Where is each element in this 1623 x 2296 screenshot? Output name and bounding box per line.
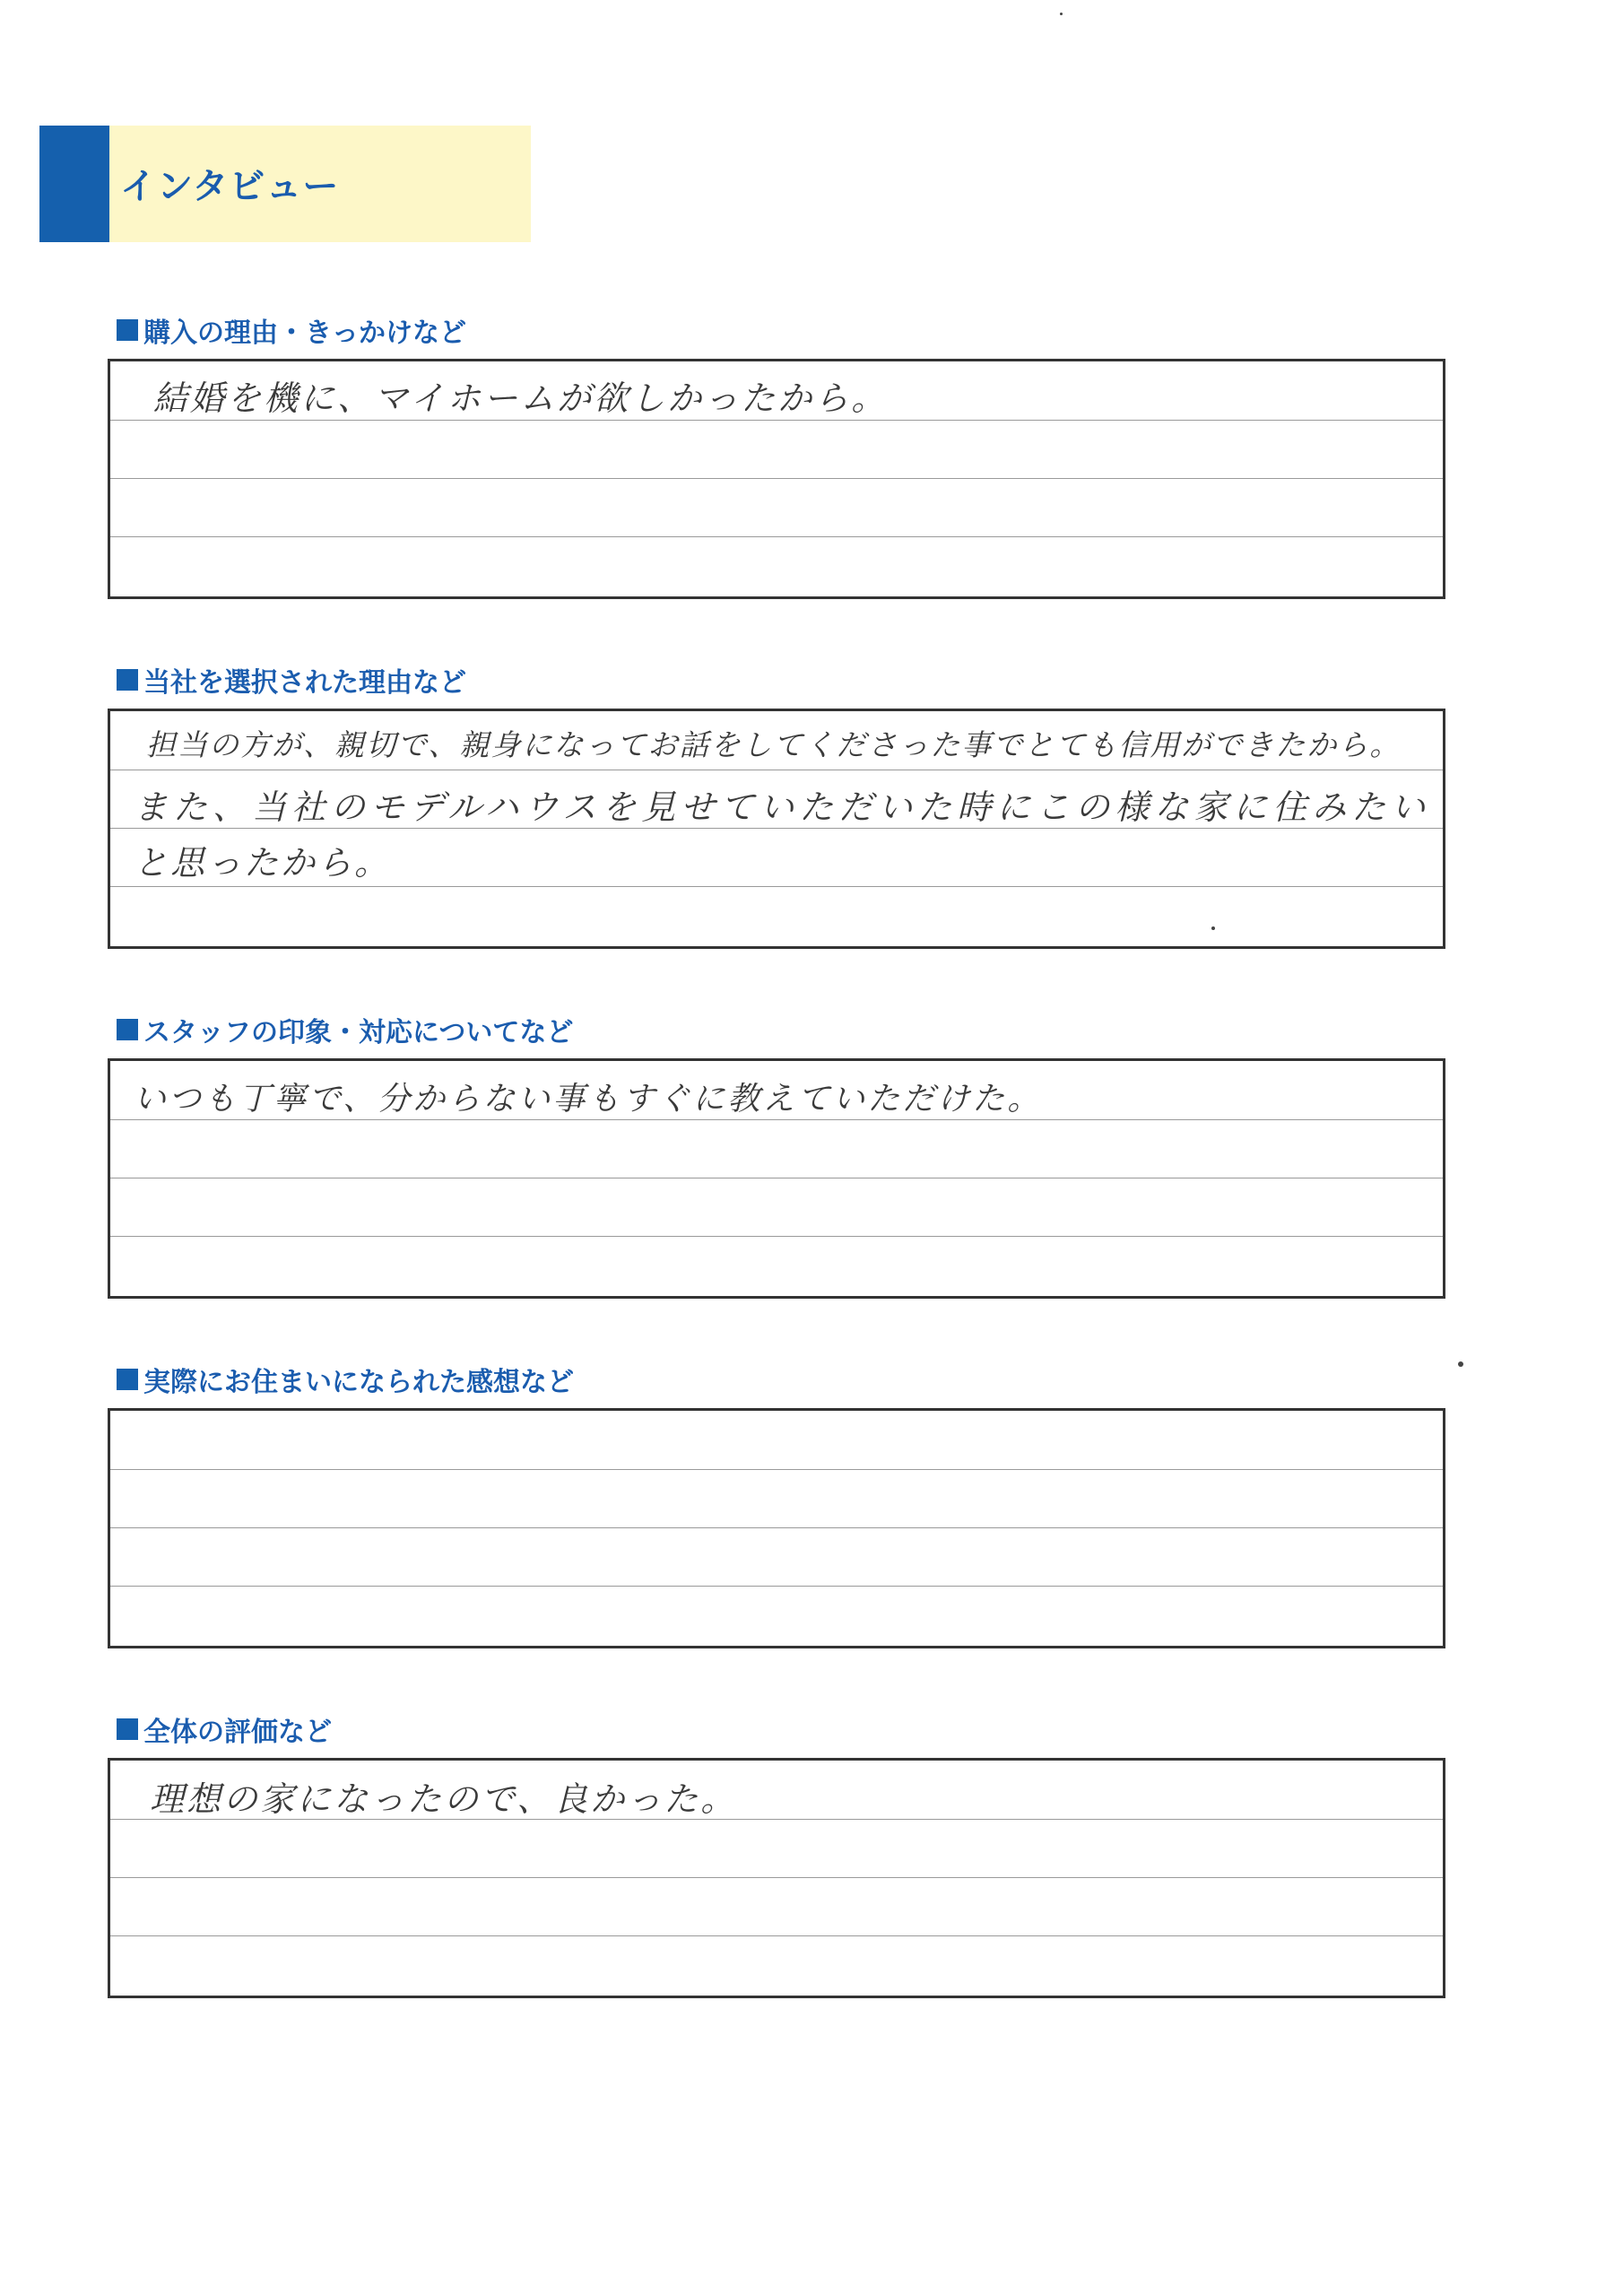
answer-box xyxy=(108,1758,1445,1998)
square-bullet-icon xyxy=(117,1718,138,1740)
ruled-line xyxy=(110,478,1443,479)
handwritten-answer-line: 担当の方が、親切で、親身になってお話をしてくださった事でとても信用ができたから。 xyxy=(146,727,1402,762)
answer-box xyxy=(108,1058,1445,1299)
section-heading-text: 当社を選択された理由など xyxy=(143,667,466,699)
scan-speck xyxy=(1458,1361,1463,1367)
ruled-line xyxy=(110,420,1443,421)
section-heading xyxy=(117,1361,574,1397)
handwritten-answer-line: 理想の家になったので、良かった。 xyxy=(150,1779,738,1819)
section-heading xyxy=(117,312,466,348)
square-bullet-icon xyxy=(117,1019,138,1040)
answer-box xyxy=(108,1408,1445,1648)
section-heading xyxy=(117,1711,332,1747)
section-heading-text: 全体の評価など xyxy=(143,1717,332,1748)
square-bullet-icon xyxy=(117,1369,138,1390)
answer-box xyxy=(108,359,1445,599)
section-heading-text: 購入の理由・きっかけなど xyxy=(143,317,466,349)
header-banner xyxy=(39,126,531,242)
section-heading-text: スタッフの印象・対応についてなど xyxy=(143,1017,574,1048)
section-heading-text: 実際にお住まいになられた感想など xyxy=(143,1367,574,1398)
answer-box xyxy=(108,709,1445,949)
section-heading xyxy=(117,662,466,698)
square-bullet-icon xyxy=(117,669,138,691)
handwritten-answer-line: また、当社のモデルハウスを見せていただいた時にこの様な家に住みたい xyxy=(134,787,1431,827)
ruled-line xyxy=(110,1935,1443,1936)
handwritten-answer-line: いつも丁寧で、分からない事もすぐに教えていただけた。 xyxy=(134,1081,1043,1118)
ruled-line xyxy=(110,1527,1443,1528)
ruled-line xyxy=(110,1877,1443,1878)
ruled-line xyxy=(110,1119,1443,1120)
scan-speck xyxy=(1211,926,1215,930)
ruled-line xyxy=(110,1236,1443,1237)
ruled-line xyxy=(110,886,1443,887)
ruled-line xyxy=(110,536,1443,537)
ruled-line xyxy=(110,1469,1443,1470)
handwritten-answer-line: 結婚を機に、マイホームが欲しかったから。 xyxy=(153,378,889,418)
banner-accent-bar xyxy=(39,126,109,242)
square-bullet-icon xyxy=(117,319,138,341)
page-title: インタビュー xyxy=(120,166,340,207)
handwritten-answer-line: と思ったから。 xyxy=(134,843,392,883)
scan-speck xyxy=(1060,13,1063,15)
section-heading xyxy=(117,1012,573,1048)
ruled-line xyxy=(110,1586,1443,1587)
